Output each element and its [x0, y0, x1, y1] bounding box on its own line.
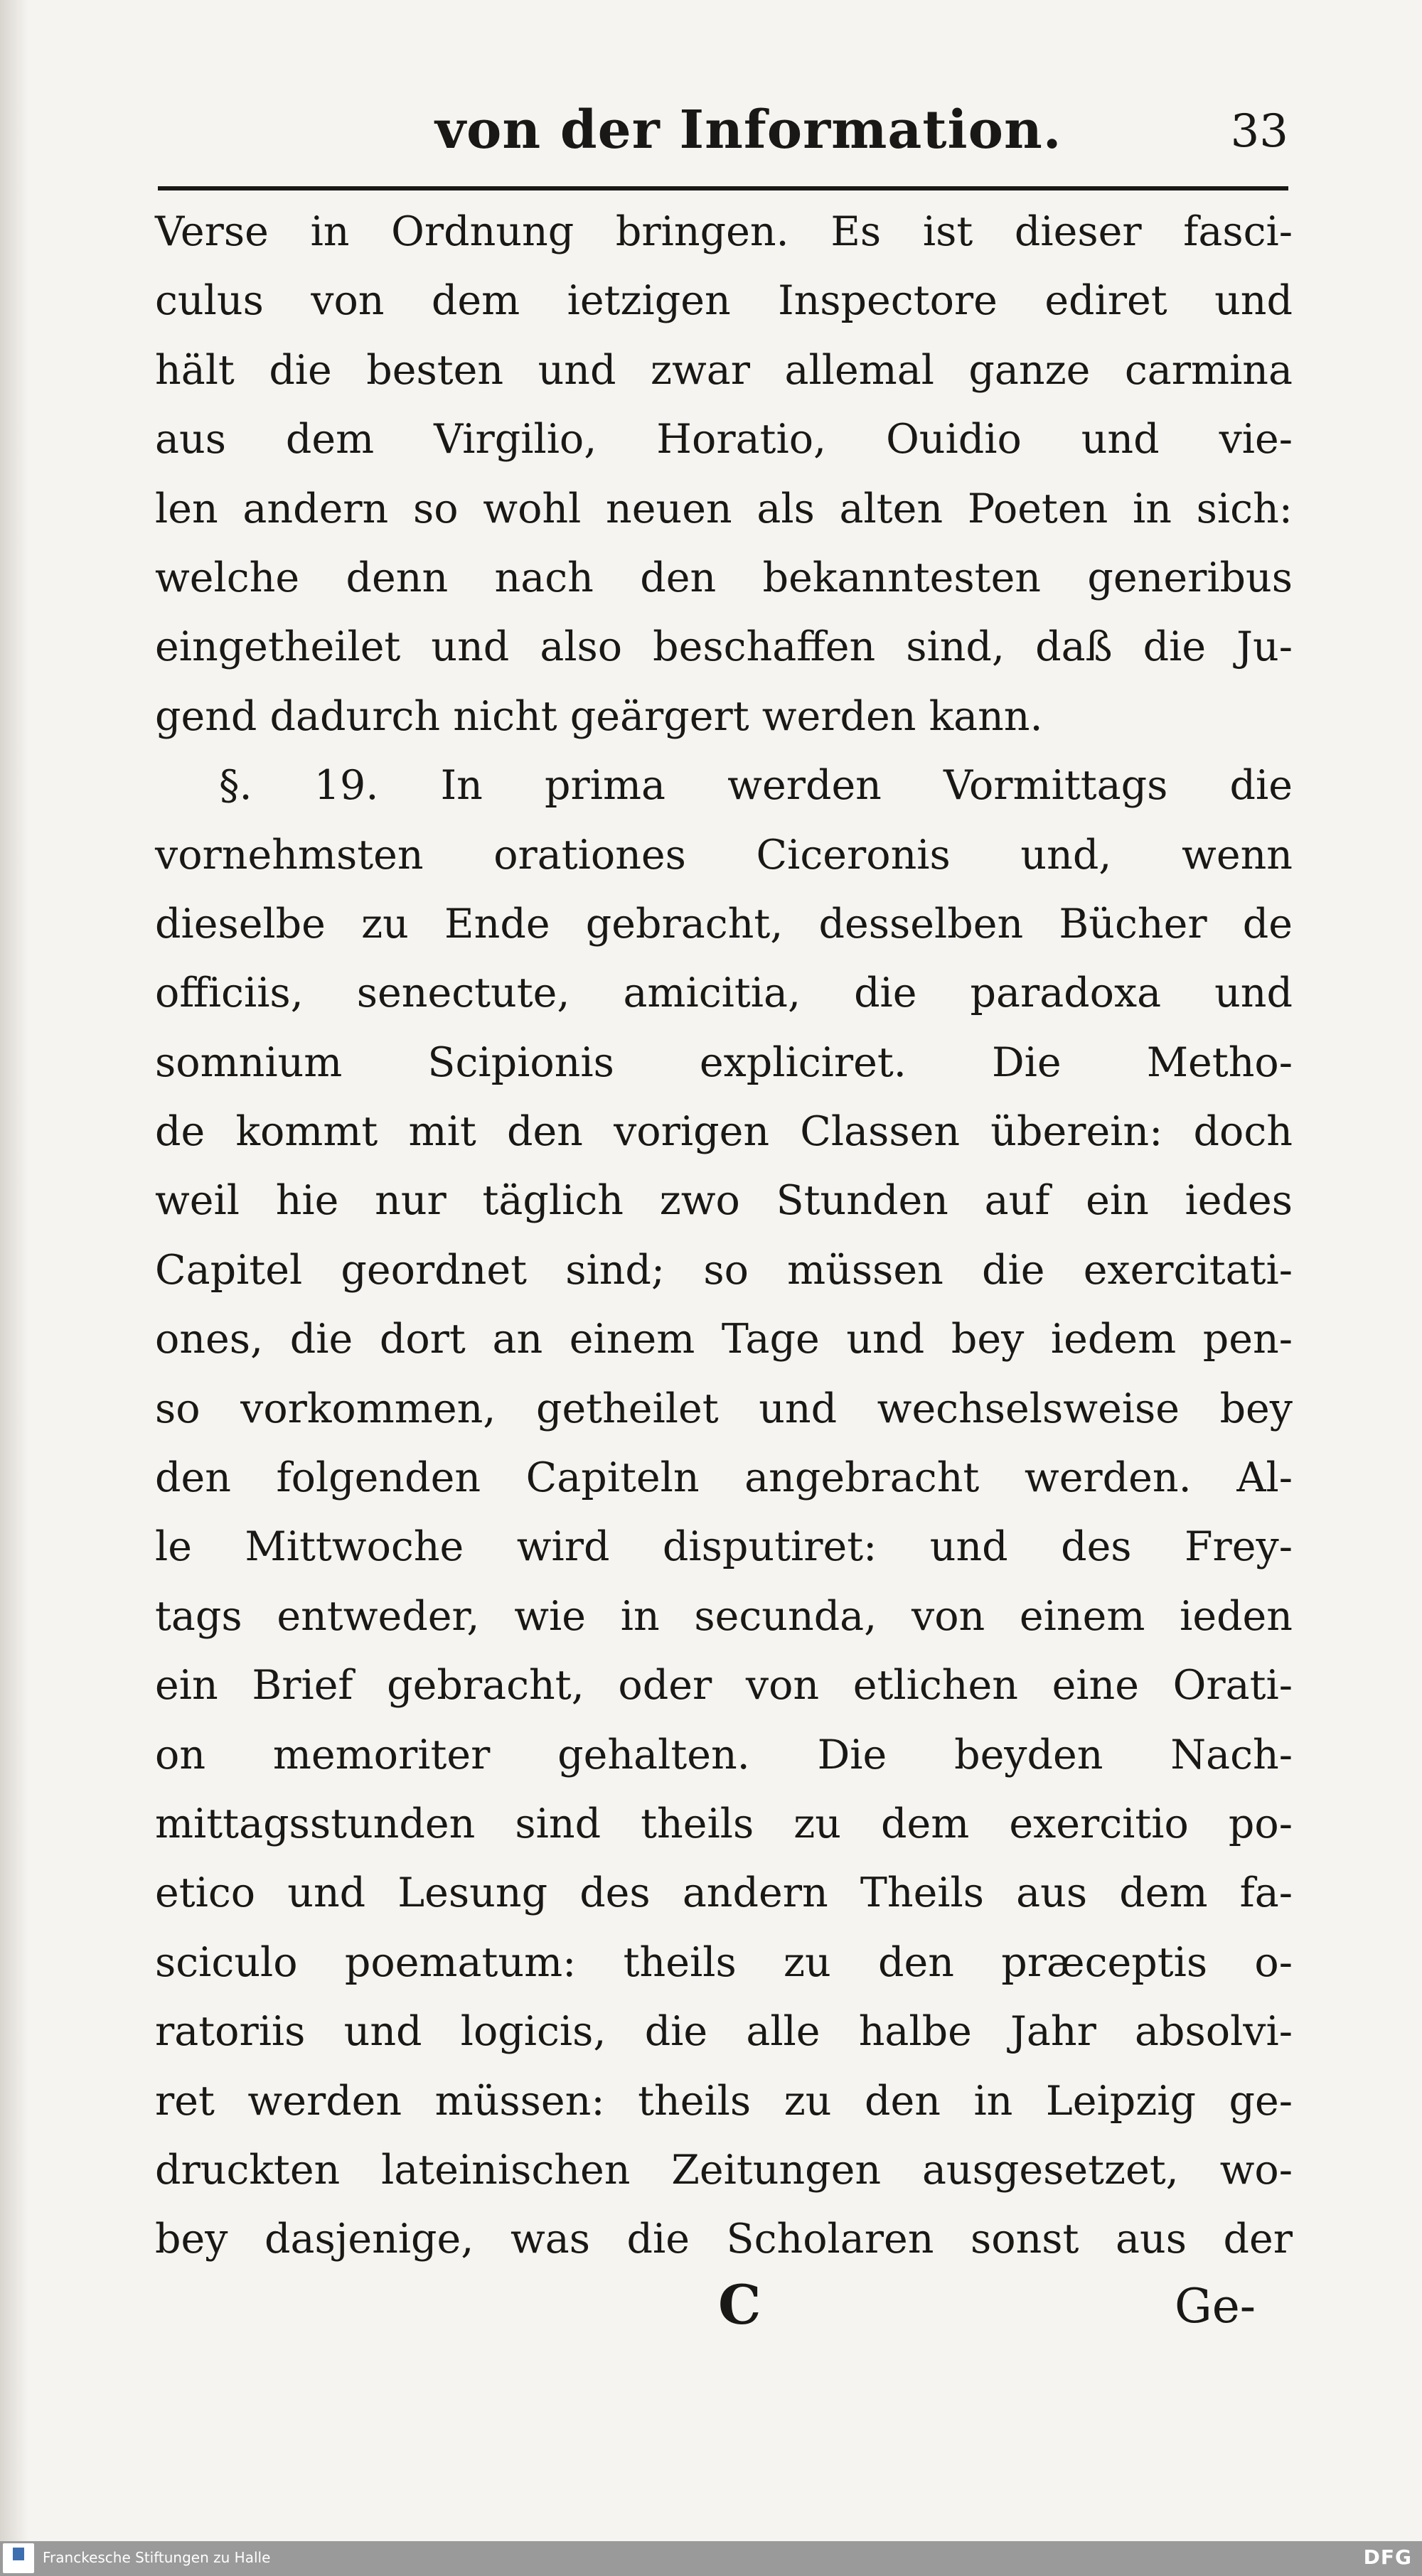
text-line: dieselbe zu Ende gebracht, desselben Bücher de — [155, 900, 1293, 948]
text-line: aus dem Virgilio, Horatio, Ouidio und vie- — [155, 416, 1293, 463]
text-line: ein Brief gebracht, oder von etlichen eine Orati- — [155, 1662, 1293, 1710]
text-line: so vorkommen, getheilet und wechselsweise bey — [155, 1385, 1293, 1432]
institution-logo-icon — [3, 2543, 34, 2573]
funder-logo: DFG — [1363, 2545, 1412, 2569]
logo-mark — [13, 2548, 24, 2560]
page-number: 33 — [1230, 105, 1288, 158]
text-line: tags entweder, wie in secunda, von einem ieden — [155, 1592, 1293, 1640]
text-line: Capitel geordnet sind; so müssen die exercitati- — [155, 1246, 1293, 1294]
text-line: weil hie nur täglich zwo Stunden auf ein iedes — [155, 1177, 1293, 1225]
text-line: welche denn nach den bekanntesten generibus — [155, 554, 1293, 601]
text-line: mittagsstunden sind theils zu dem exercitio po- — [155, 1800, 1293, 1847]
catchword: Ge- — [1175, 2279, 1256, 2334]
text-line: hält die besten und zwar allemal ganze carmina — [155, 346, 1293, 394]
text-line: den folgenden Capiteln angebracht werden. Al- — [155, 1454, 1293, 1502]
text-line: sciculo poematum: theils zu den præceptis o- — [155, 1938, 1293, 1986]
text-line: etico und Lesung des andern Theils aus dem fa- — [155, 1869, 1293, 1917]
header-rule — [158, 186, 1288, 190]
text-line: officiis, senectute, amicitia, die paradoxa und — [155, 970, 1293, 1017]
source-institution: Franckesche Stiftungen zu Halle — [43, 2549, 271, 2566]
text-line: le Mittwoche wird disputiret: und des Frey- — [155, 1523, 1293, 1571]
text-line: Verse in Ordnung bringen. Es ist dieser fasci- — [155, 208, 1293, 255]
text-line: gend dadurch nicht geärgert werden kann. — [155, 692, 1043, 740]
text-line: ones, die dort an einem Tage und bey iedem pen- — [155, 1316, 1293, 1363]
text-line: eingetheilet und also beschaffen sind, daß die Ju- — [155, 623, 1293, 671]
text-line: druckten lateinischen Zeitungen ausgesetzet, wo- — [155, 2146, 1293, 2194]
text-line: ret werden müssen: theils zu den in Leipzig ge- — [155, 2077, 1293, 2125]
signature-mark: C — [718, 2273, 761, 2336]
text-line: bey dasjenige, was die Scholaren sonst aus der — [155, 2216, 1293, 2263]
text-line: len andern so wohl neuen als alten Poeten in sich: — [155, 485, 1293, 532]
gutter-shadow — [0, 0, 28, 2541]
text-line: culus von dem ietzigen Inspectore ediret und — [155, 277, 1293, 325]
text-line: somnium Scipionis expliciret. Die Metho- — [155, 1039, 1293, 1086]
text-line: de kommt mit den vorigen Classen überein: doch — [155, 1108, 1293, 1156]
running-head — [158, 84, 1288, 162]
body-text — [155, 198, 1293, 2275]
text-line: on memoriter gehalten. Die beyden Nach- — [155, 1731, 1293, 1778]
running-title: von der Information. — [435, 100, 1062, 161]
text-line: ratoriis und logicis, die alle halbe Jahr absolvi- — [155, 2008, 1293, 2056]
paragraph-start-line: §. 19. In prima werden Vormittags die — [219, 762, 1293, 810]
text-line: vornehmsten orationes Ciceronis und, wenn — [155, 831, 1293, 879]
